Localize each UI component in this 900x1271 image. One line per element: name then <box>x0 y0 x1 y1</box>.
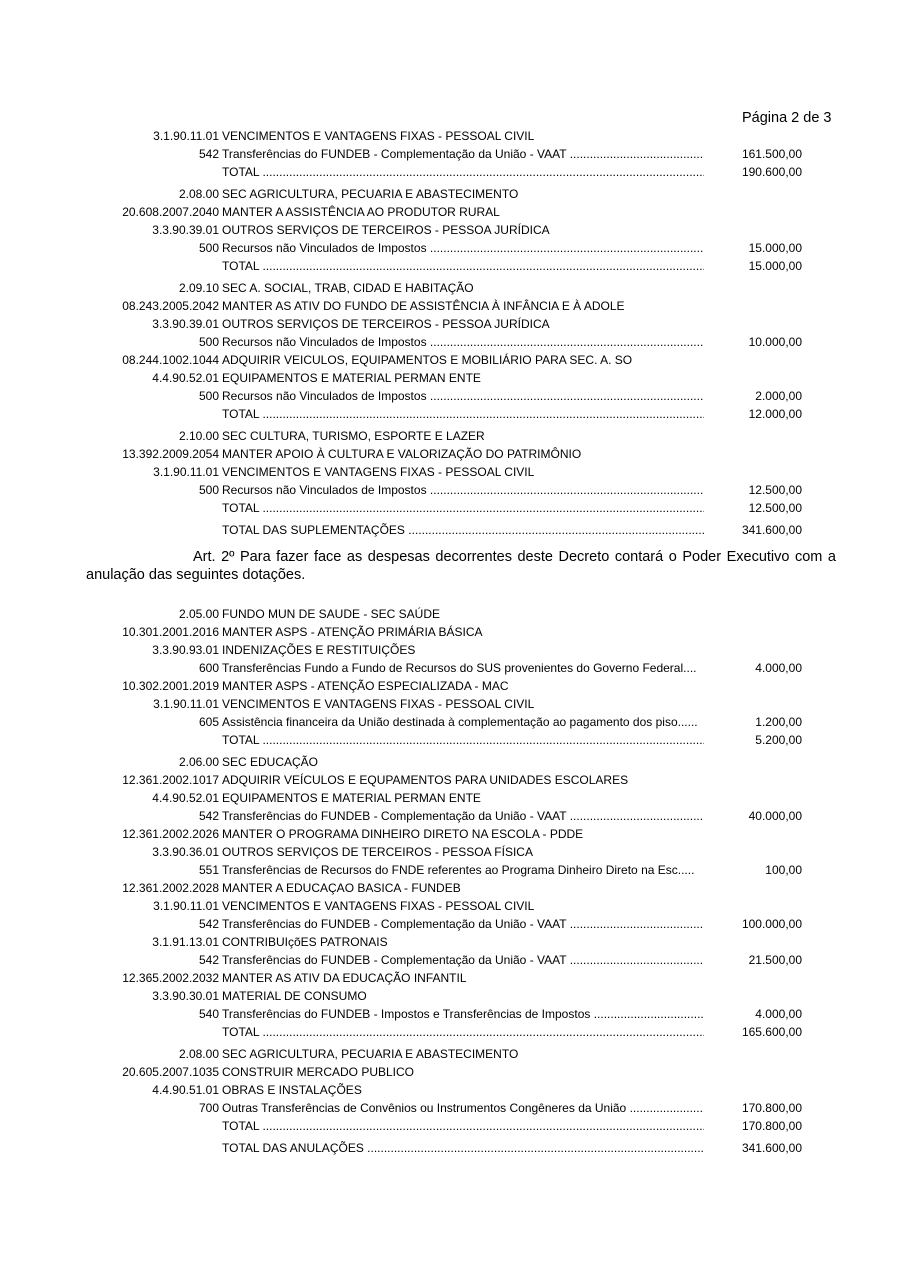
budget-code: 542 <box>198 147 219 161</box>
budget-description: VENCIMENTOS E VANTAGENS FIXAS - PESSOAL CIVIL <box>222 465 535 479</box>
budget-code: 3.1.91.13.01 <box>152 935 219 949</box>
total-value: 341.600,00 <box>741 1141 802 1155</box>
budget-description: VENCIMENTOS E VANTAGENS FIXAS - PESSOAL CIVIL <box>222 129 535 143</box>
budget-row <box>0 987 900 1005</box>
budget-row <box>0 789 900 807</box>
budget-code: 605 <box>198 715 219 729</box>
total-row <box>0 1117 900 1135</box>
budget-code: 2.08.00 <box>178 187 219 201</box>
budget-description: Recursos não Vinculados de Impostos ..... <box>222 387 704 405</box>
budget-code: 700 <box>198 1101 219 1115</box>
budget-row <box>0 807 900 825</box>
budget-row <box>0 897 900 915</box>
budget-description: FUNDO MUN DE SAUDE - SEC SAÚDE <box>222 607 441 621</box>
budget-description: Assistência financeira da União destinada à complementação ao pagamento dos piso...... <box>222 715 698 729</box>
total-row <box>0 405 900 423</box>
budget-description: MANTER ASPS - ATENÇÃO PRIMÁRIA BÁSICA <box>222 625 483 639</box>
budget-row <box>0 481 900 499</box>
budget-row <box>0 369 900 387</box>
budget-description: ADQUIRIR VEICULOS, EQUIPAMENTOS E MOBILIÁRIO PARA SEC. A. SO <box>222 353 633 367</box>
budget-row <box>0 677 900 695</box>
budget-value: 100.000,00 <box>741 917 802 931</box>
budget-description: ADQUIRIR VEÍCULOS E EQUPAMENTOS PARA UNIDADES ESCOLARES <box>222 773 629 787</box>
budget-description: Transferências do FUNDEB - Complementação da União - VAAT ..... <box>222 145 704 163</box>
budget-row <box>0 427 900 445</box>
budget-description: VENCIMENTOS E VANTAGENS FIXAS - PESSOAL CIVIL <box>222 899 535 913</box>
budget-row <box>0 387 900 405</box>
budget-code: 3.1.90.11.01 <box>153 899 219 913</box>
total-row <box>0 731 900 749</box>
budget-code: 4.4.90.51.01 <box>152 1083 219 1097</box>
budget-code: 3.1.90.11.01 <box>153 129 219 143</box>
budget-code: 2.06.00 <box>178 755 219 769</box>
budget-row <box>0 1005 900 1023</box>
budget-code: 20.608.2007.2040 <box>122 205 219 219</box>
budget-code: 542 <box>198 809 219 823</box>
budget-description: OUTROS SERVIÇOS DE TERCEIROS - PESSOA FÍSICA <box>222 845 533 859</box>
budget-value: 10.000,00 <box>748 335 802 349</box>
total-label: TOTAL ..... <box>222 405 704 423</box>
suplementacoes-table <box>0 127 900 539</box>
budget-row <box>0 463 900 481</box>
budget-row <box>0 825 900 843</box>
budget-code: 3.3.90.39.01 <box>152 223 219 237</box>
budget-code: 4.4.90.52.01 <box>152 791 219 805</box>
budget-row <box>0 933 900 951</box>
budget-value: 161.500,00 <box>741 147 802 161</box>
budget-description: INDENIZAÇÕES E RESTITUIÇÕES <box>222 643 416 657</box>
budget-row <box>0 861 900 879</box>
budget-code: 12.361.2002.1017 <box>122 773 219 787</box>
budget-code: 12.365.2002.2032 <box>122 971 219 985</box>
budget-description: EQUIPAMENTOS E MATERIAL PERMAN ENTE <box>222 791 481 805</box>
budget-code: 10.301.2001.2016 <box>122 625 219 639</box>
budget-description: Recursos não Vinculados de Impostos ..... <box>222 239 704 257</box>
budget-code: 3.3.90.39.01 <box>152 317 219 331</box>
budget-value: 4.000,00 <box>755 1007 802 1021</box>
budget-row <box>0 879 900 897</box>
budget-description: MANTER A EDUCAÇAO BASICA - FUNDEB <box>222 881 461 895</box>
total-label: TOTAL ..... <box>222 499 704 517</box>
budget-value: 4.000,00 <box>755 661 802 675</box>
budget-code: 12.361.2002.2026 <box>122 827 219 841</box>
budget-row <box>0 951 900 969</box>
budget-description: Transferências do FUNDEB - Complementação da União - VAAT ..... <box>222 951 704 969</box>
budget-description: Transferências de Recursos do FNDE referentes ao Programa Dinheiro Direto na Esc..... <box>222 863 695 877</box>
budget-value: 100,00 <box>765 863 802 877</box>
budget-value: 21.500,00 <box>748 953 802 967</box>
total-label: TOTAL ..... <box>222 1117 704 1135</box>
budget-description: Recursos não Vinculados de Impostos ..... <box>222 481 704 499</box>
budget-row <box>0 713 900 731</box>
total-value: 12.500,00 <box>748 501 802 515</box>
budget-row <box>0 623 900 641</box>
total-value: 170.800,00 <box>741 1119 802 1133</box>
budget-code: 2.08.00 <box>178 1047 219 1061</box>
budget-row <box>0 695 900 713</box>
budget-row <box>0 1063 900 1081</box>
budget-row <box>0 659 900 677</box>
budget-code: 13.392.2009.2054 <box>122 447 219 461</box>
budget-row <box>0 445 900 463</box>
budget-value: 15.000,00 <box>748 241 802 255</box>
budget-description: CONTRIBUIçõES PATRONAIS <box>222 935 388 949</box>
budget-code: 551 <box>198 863 219 877</box>
budget-description: SEC EDUCAÇÃO <box>222 755 319 769</box>
budget-row <box>0 1045 900 1063</box>
budget-code: 540 <box>198 1007 219 1021</box>
budget-code: 10.302.2001.2019 <box>122 679 219 693</box>
budget-code: 3.3.90.36.01 <box>152 845 219 859</box>
budget-code: 500 <box>198 483 219 497</box>
budget-description: SEC AGRICULTURA, PECUARIA E ABASTECIMENTO <box>222 1047 519 1061</box>
budget-row <box>0 641 900 659</box>
budget-code: 20.605.2007.1035 <box>122 1065 219 1079</box>
anulacoes-table <box>0 605 900 1157</box>
budget-code: 2.10.00 <box>178 429 219 443</box>
budget-description: Transferências Fundo a Fundo de Recursos do SUS provenientes do Governo Federal.... <box>222 661 697 675</box>
budget-row <box>0 753 900 771</box>
budget-row <box>0 315 900 333</box>
budget-row <box>0 221 900 239</box>
budget-row <box>0 605 900 623</box>
total-label: TOTAL ..... <box>222 731 704 749</box>
budget-description: MANTER AS ATIV DA EDUCAÇÃO INFANTIL <box>222 971 467 985</box>
page-number: Página 2 de 3 <box>742 110 832 126</box>
budget-description: OUTROS SERVIÇOS DE TERCEIROS - PESSOA JURÍDICA <box>222 317 550 331</box>
budget-row <box>0 1081 900 1099</box>
total-row <box>0 499 900 517</box>
total-value: 190.600,00 <box>741 165 802 179</box>
budget-description: MANTER AS ATIV DO FUNDO DE ASSISTÊNCIA À INFÂNCIA E À ADOLE <box>222 299 625 313</box>
total-label: TOTAL ..... <box>222 257 704 275</box>
budget-row <box>0 239 900 257</box>
total-value: 5.200,00 <box>755 733 802 747</box>
total-label: TOTAL ..... <box>222 1023 704 1041</box>
budget-description: MANTER APOIO À CULTURA E VALORIZAÇÃO DO PATRIMÔNIO <box>222 447 582 461</box>
total-row <box>0 1023 900 1041</box>
budget-row <box>0 915 900 933</box>
budget-code: 600 <box>198 661 219 675</box>
budget-description: OBRAS E INSTALAÇÕES <box>222 1083 362 1097</box>
total-row <box>0 1139 900 1157</box>
total-label: TOTAL ..... <box>222 163 704 181</box>
budget-description: Transferências do FUNDEB - Complementação da União - VAAT ..... <box>222 807 704 825</box>
budget-description: MANTER ASPS - ATENÇÃO ESPECIALIZADA - MAC <box>222 679 509 693</box>
budget-code: 3.1.90.11.01 <box>153 697 219 711</box>
budget-row <box>0 969 900 987</box>
budget-description: Transferências do FUNDEB - Complementação da União - VAAT ..... <box>222 915 704 933</box>
budget-code: 2.05.00 <box>178 607 219 621</box>
budget-value: 1.200,00 <box>755 715 802 729</box>
budget-code: 500 <box>198 241 219 255</box>
budget-code: 500 <box>198 389 219 403</box>
budget-code: 4.4.90.52.01 <box>152 371 219 385</box>
budget-code: 3.1.90.11.01 <box>153 465 219 479</box>
budget-row <box>0 297 900 315</box>
budget-value: 12.500,00 <box>748 483 802 497</box>
total-row <box>0 257 900 275</box>
total-value: 165.600,00 <box>741 1025 802 1039</box>
budget-description: SEC CULTURA, TURISMO, ESPORTE E LAZER <box>222 429 485 443</box>
budget-code: 542 <box>198 953 219 967</box>
budget-row <box>0 771 900 789</box>
budget-description: MANTER A ASSISTÊNCIA AO PRODUTOR RURAL <box>222 205 500 219</box>
budget-code: 3.3.90.30.01 <box>152 989 219 1003</box>
budget-row <box>0 203 900 221</box>
budget-code: 2.09.10 <box>178 281 219 295</box>
total-label: TOTAL DAS ANULAÇÕES ..... <box>222 1139 704 1157</box>
budget-row <box>0 843 900 861</box>
budget-description: MANTER O PROGRAMA DINHEIRO DIRETO NA ESCOLA - PDDE <box>222 827 584 841</box>
budget-row <box>0 127 900 145</box>
total-row <box>0 163 900 181</box>
total-label: TOTAL DAS SUPLEMENTAÇÕES ..... <box>222 521 704 539</box>
budget-row <box>0 185 900 203</box>
budget-row <box>0 279 900 297</box>
budget-row <box>0 333 900 351</box>
budget-description: Recursos não Vinculados de Impostos ..... <box>222 333 704 351</box>
total-row <box>0 521 900 539</box>
budget-description: CONSTRUIR MERCADO PUBLICO <box>222 1065 415 1079</box>
budget-value: 170.800,00 <box>741 1101 802 1115</box>
budget-description: SEC A. SOCIAL, TRAB, CIDAD E HABITAÇÃO <box>222 281 474 295</box>
budget-code: 3.3.90.93.01 <box>152 643 219 657</box>
budget-code: 08.243.2005.2042 <box>122 299 219 313</box>
budget-value: 40.000,00 <box>748 809 802 823</box>
art2-paragraph: Art. 2º Para fazer face as despesas decorrentes deste Decreto contará o Poder Executivo com a anulação das seguintes dotações. <box>86 549 836 583</box>
total-value: 12.000,00 <box>748 407 802 421</box>
budget-value: 2.000,00 <box>755 389 802 403</box>
budget-row <box>0 1099 900 1117</box>
budget-code: 12.361.2002.2028 <box>122 881 219 895</box>
budget-row <box>0 351 900 369</box>
total-value: 341.600,00 <box>741 523 802 537</box>
budget-description: Outras Transferências de Convênios ou Instrumentos Congêneres da União ..... <box>222 1099 704 1117</box>
budget-code: 500 <box>198 335 219 349</box>
budget-description: VENCIMENTOS E VANTAGENS FIXAS - PESSOAL CIVIL <box>222 697 535 711</box>
budget-code: 08.244.1002.1044 <box>122 353 219 367</box>
budget-description: SEC AGRICULTURA, PECUARIA E ABASTECIMENTO <box>222 187 519 201</box>
budget-description: EQUIPAMENTOS E MATERIAL PERMAN ENTE <box>222 371 481 385</box>
budget-row <box>0 145 900 163</box>
budget-description: MATERIAL DE CONSUMO <box>222 989 367 1003</box>
budget-description: Transferências do FUNDEB - Impostos e Transferências de Impostos ..... <box>222 1005 704 1023</box>
total-value: 15.000,00 <box>748 259 802 273</box>
budget-description: OUTROS SERVIÇOS DE TERCEIROS - PESSOA JURÍDICA <box>222 223 550 237</box>
budget-code: 542 <box>198 917 219 931</box>
